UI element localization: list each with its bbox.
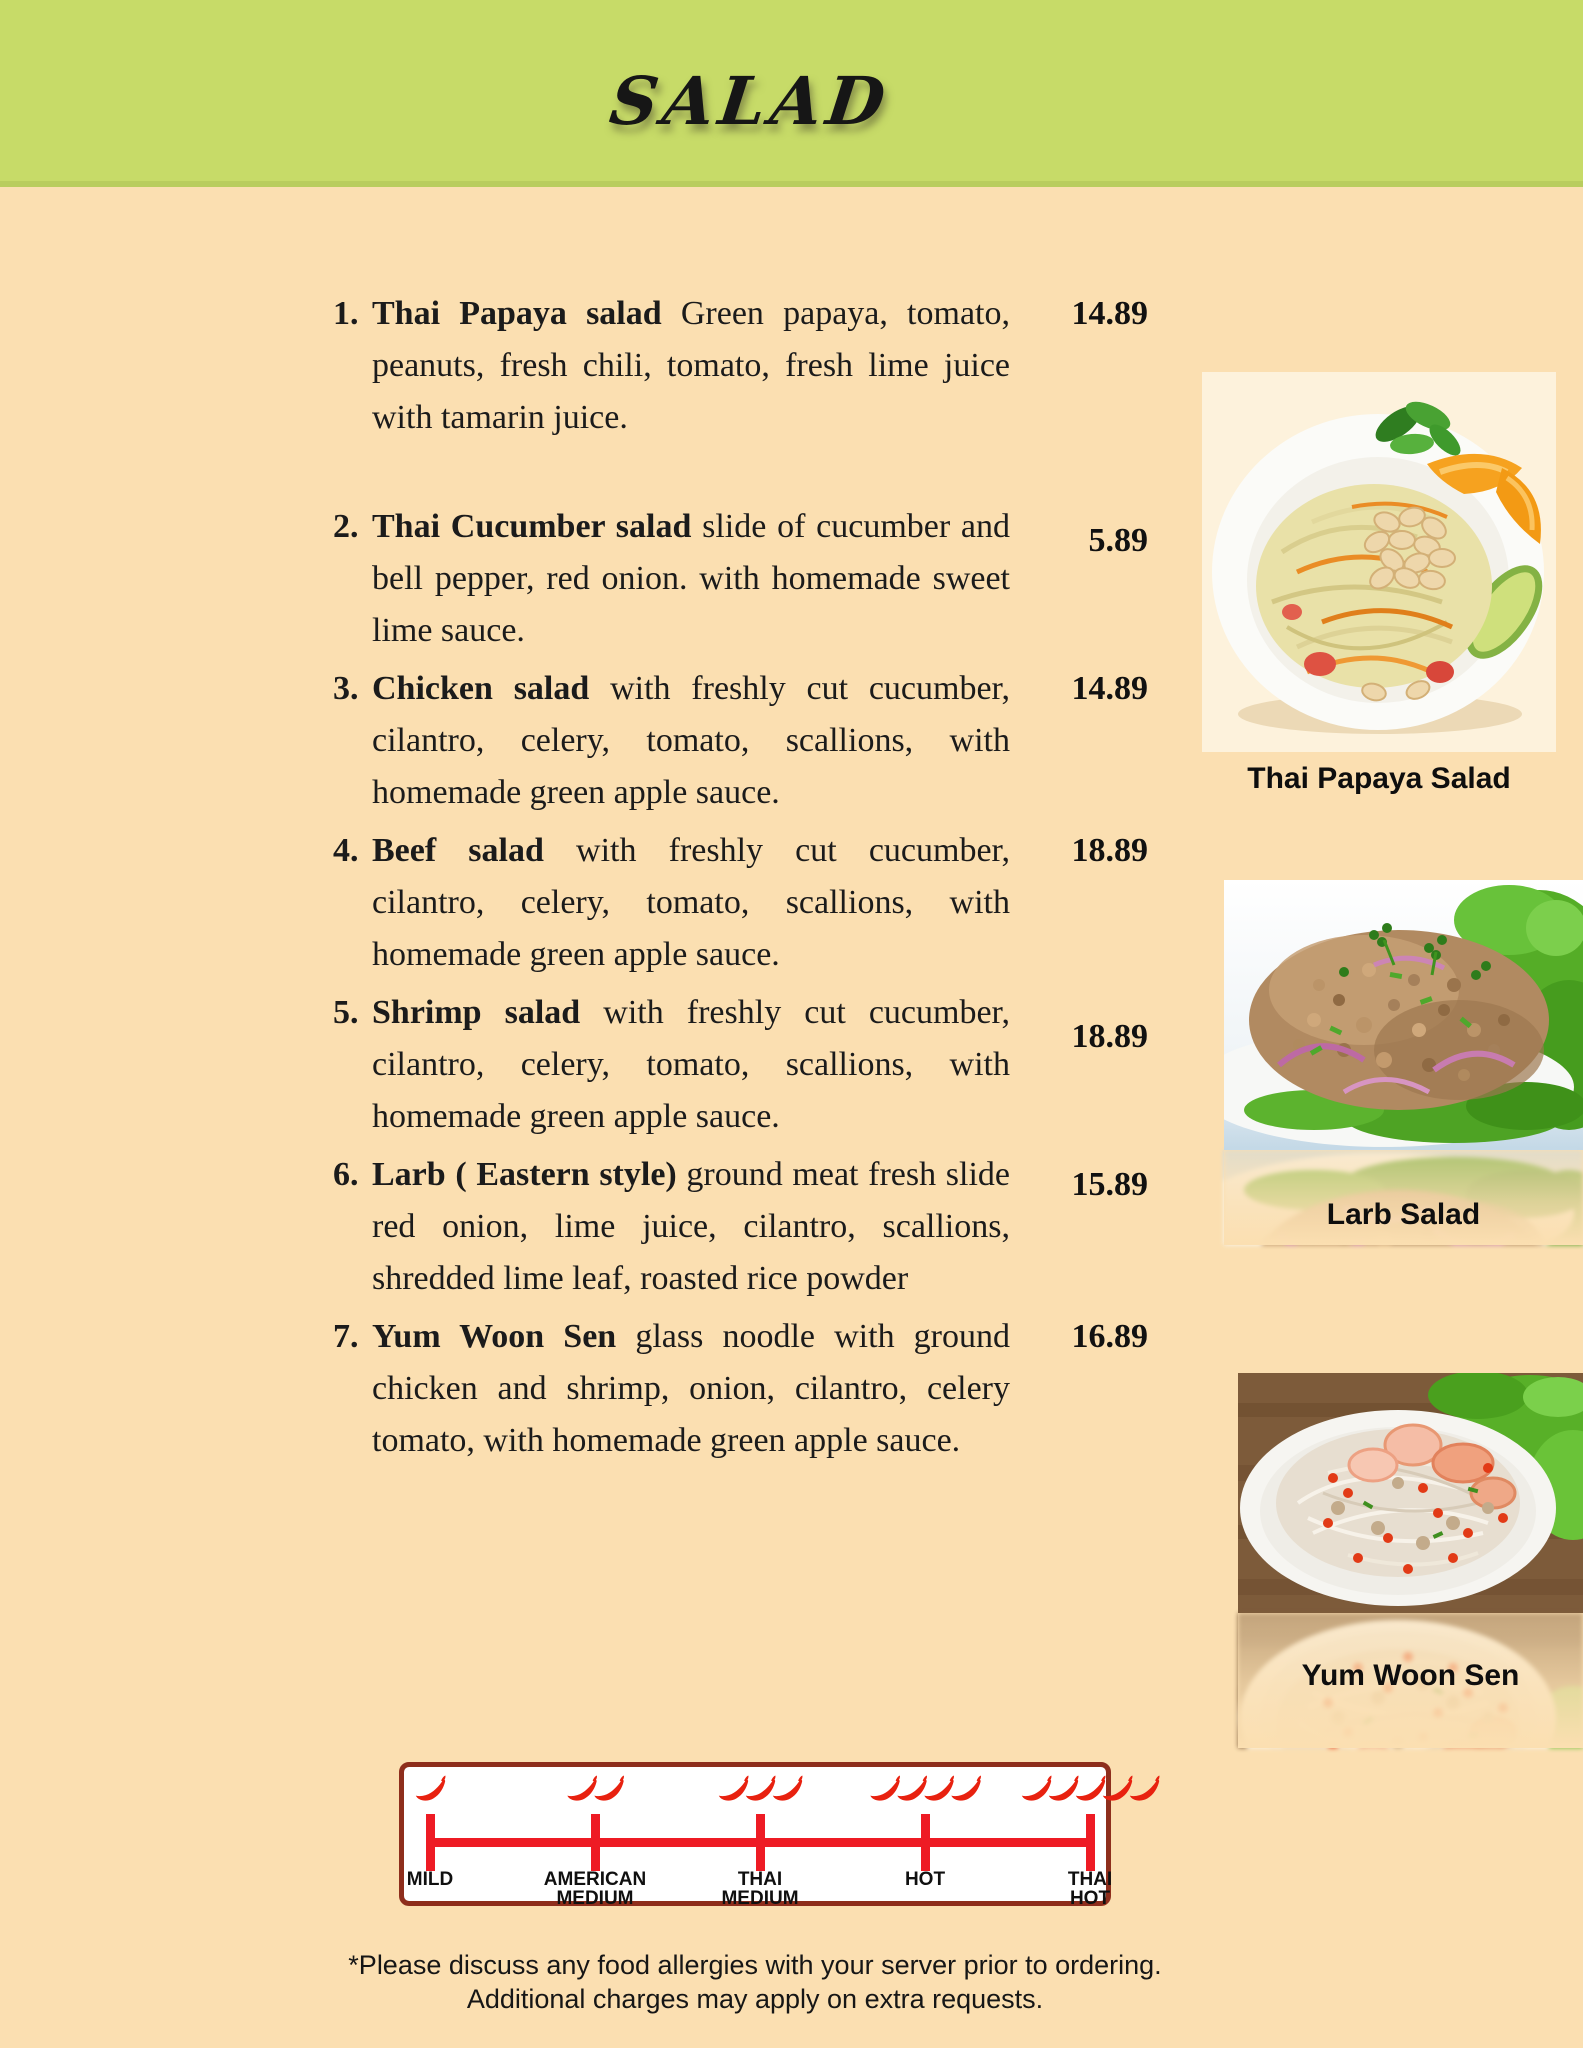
item-name: Chicken salad (372, 670, 590, 707)
item-number: 1. (333, 295, 359, 332)
item-number: 6. (333, 1156, 359, 1193)
item-text (372, 1149, 1010, 1305)
item-description: slide of cucumber and bell pepper, red onion. with homemade sweet lime sauce. (372, 508, 1011, 649)
item-price: 14.89 (1071, 670, 1148, 707)
menu-item (333, 987, 1148, 1143)
menu-item (333, 501, 1148, 657)
footer-line-2: Additional charges may apply on extra requests. (466, 1984, 1044, 2014)
spice-scale (399, 1762, 1113, 1909)
spice-level-label: THAI MEDIUM (721, 1869, 799, 1909)
menu-list (333, 288, 1148, 1473)
item-text (372, 987, 1010, 1143)
item-price: 16.89 (1071, 1318, 1148, 1355)
chili-icon-group (868, 1775, 983, 1809)
menu-item (333, 663, 1148, 819)
photo-caption-larb-salad: Larb Salad (1326, 1198, 1481, 1231)
item-text (372, 663, 1010, 819)
chili-icon-group (1019, 1775, 1161, 1809)
menu-item (333, 1311, 1148, 1467)
header-band (0, 0, 1583, 187)
larb-salad-image (1224, 880, 1583, 1150)
item-name: Thai Papaya salad (372, 295, 662, 332)
item-price: 18.89 (1071, 1018, 1148, 1055)
photo-thai-papaya-salad (1202, 372, 1556, 796)
menu-item (333, 825, 1148, 981)
yum-woon-sen-image (1238, 1373, 1583, 1613)
chili-icon-group (716, 1775, 804, 1809)
item-text (372, 1311, 1010, 1467)
spice-level-label: THAI HOT (1067, 1869, 1113, 1909)
spice-level-label: HOT (904, 1869, 946, 1890)
spice-tick (921, 1814, 930, 1871)
item-price: 5.89 (1088, 522, 1148, 559)
chili-icon (949, 1775, 983, 1804)
spice-level-label: MILD (406, 1869, 454, 1890)
item-description: ground meat fresh slide red onion, lime juice, cilantro, scallions, shredded lime leaf, roasted rice powder (372, 1156, 1011, 1297)
item-number: 2. (333, 508, 359, 545)
item-name: Larb ( Eastern style) (372, 1156, 677, 1193)
item-text (372, 825, 1010, 981)
item-name: Beef salad (372, 832, 544, 869)
item-text (372, 501, 1010, 657)
chili-icon-group (565, 1775, 626, 1809)
chili-icon (592, 1775, 626, 1804)
photo-yum-woon-sen (1238, 1373, 1583, 1748)
chili-icon (770, 1775, 804, 1804)
item-number: 4. (333, 832, 359, 869)
item-description: with freshly cut cucumber, cilantro, celery, tomato, scallions, with homemade green apple sauce. (372, 832, 1011, 973)
photo-larb-salad (1224, 880, 1583, 1245)
item-number: 7. (333, 1318, 359, 1355)
menu-item (333, 1149, 1148, 1305)
thai-papaya-salad-image (1202, 372, 1556, 752)
item-price: 14.89 (1071, 295, 1148, 332)
item-number: 5. (333, 994, 359, 1031)
spice-tick (1086, 1814, 1095, 1871)
photo-caption-thai-papaya-salad: Thai Papaya Salad (1247, 762, 1511, 795)
menu-item (333, 288, 1148, 444)
chili-icon (413, 1775, 447, 1804)
chili-icon (1127, 1775, 1161, 1804)
item-name: Thai Cucumber salad (372, 508, 692, 545)
item-description: with freshly cut cucumber, cilantro, celery, tomato, scallions, with homemade green apple sauce. (372, 994, 1010, 1135)
item-price: 15.89 (1071, 1166, 1148, 1203)
item-name: Yum Woon Sen (372, 1318, 617, 1355)
spice-level-label: AMERICAN MEDIUM (543, 1869, 647, 1909)
footer-note (255, 1948, 1255, 2016)
item-name: Shrimp salad (372, 994, 581, 1031)
item-price: 18.89 (1071, 832, 1148, 869)
spice-tick (426, 1814, 435, 1871)
item-description: glass noodle with ground chicken and shrimp, onion, cilantro, celery tomato, with homemade green apple sauce. (372, 1318, 1011, 1459)
page-title: SALAD (605, 62, 895, 140)
spice-tick (591, 1814, 600, 1871)
item-description: with freshly cut cucumber, cilantro, celery, tomato, scallions, with homemade green apple sauce. (372, 670, 1011, 811)
spice-tick (756, 1814, 765, 1871)
item-number: 3. (333, 670, 359, 707)
chili-icon-group (413, 1775, 447, 1809)
photo-caption-yum-woon-sen: Yum Woon Sen (1301, 1659, 1520, 1692)
footer-line-1: *Please discuss any food allergies with your server prior to ordering. (348, 1950, 1162, 1980)
item-text (372, 288, 1010, 444)
item-description: Green papaya, tomato, peanuts, fresh chili, tomato, fresh lime juice with tamarin juice. (372, 295, 1010, 436)
